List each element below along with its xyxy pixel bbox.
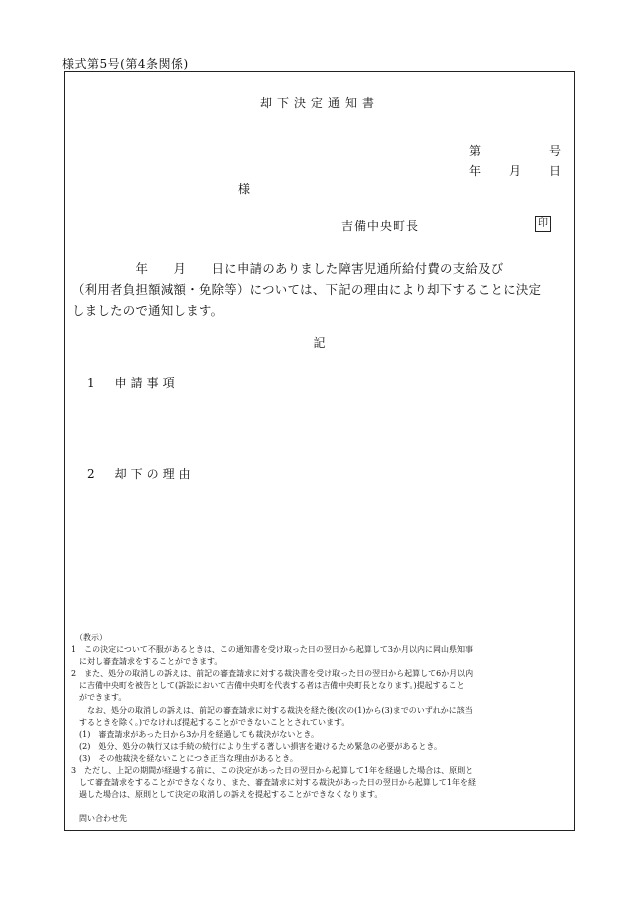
notice-line: に吉備中央町を被告として(訴訟において吉備中央町を代表する者は吉備中央町長となります。)提起すること	[71, 681, 465, 691]
seal-mark: 印	[535, 216, 551, 232]
notice-line: なお、処分の取消しの訴えは、前記の審査請求に対する裁決を経た後(次の(1)から(3)までのいずれかに該当	[71, 705, 473, 715]
contact-label: 問い合わせ先	[71, 814, 127, 824]
notice-line: に対し審査請求をすることができます。	[71, 657, 223, 667]
section-application-items: 1 申請事項	[87, 376, 179, 390]
document-title: 却下決定通知書	[259, 96, 379, 110]
number-prefix: 第	[469, 144, 482, 158]
issuer-name: 吉備中央町長	[341, 219, 420, 233]
form-label: 様式第5号(第4条関係)	[62, 57, 189, 71]
notice-line: (3) その他裁決を経ないことにつき正当な理由があるとき。	[71, 753, 298, 763]
date-day: 日	[549, 164, 562, 178]
notice-line: (1) 審査請求があった日から3か月を経過しても裁決がないとき。	[71, 729, 320, 739]
body-line: （利用者負担額減額・免除等）については、下記の理由により却下することに決定	[72, 282, 542, 297]
notice-line: ができます。	[71, 693, 127, 703]
appeal-notice	[71, 632, 571, 826]
recipient-suffix: 様	[238, 182, 251, 196]
notice-line: （教示）	[71, 633, 107, 642]
date-year: 年	[469, 164, 482, 178]
ki-heading: 記	[313, 336, 326, 350]
body-line: 年 月 日に申請のありました障害児通所給付費の支給及び	[72, 261, 504, 276]
notice-line: して審査請求をすることができなくなり、また、審査請求に対する裁決があった日の翌日から起算して1年を経	[71, 778, 477, 788]
notice-line: 1 この決定について不服があるときは、この通知書を受け取った日の翌日から起算して3か月以内に岡山県知事	[71, 645, 474, 655]
notice-line: するときを除く。)でなければ提起することができないこととされています。	[71, 717, 350, 727]
document-frame	[64, 71, 575, 831]
body-line: しましたので通知します。	[72, 303, 224, 318]
notice-line: (2) 処分、処分の執行又は手続の続行により生ずる著しい損害を避けるため緊急の必要があるとき。	[71, 741, 443, 751]
date-month: 月	[509, 164, 522, 178]
number-suffix: 号	[549, 144, 562, 158]
notice-line: 2 また、処分の取消しの訴えは、前記の審査請求に対する裁決書を受け取った日の翌日から起算して6か月以内	[71, 669, 474, 679]
notice-line: 3 ただし、上記の期間が経過する前に、この決定があった日の翌日から起算して1年を経過した場合は、原則と	[71, 766, 474, 776]
notice-line: 過した場合は、原則として決定の取消しの訴えを提起することができなくなります。	[71, 790, 383, 800]
notification-body	[72, 258, 567, 321]
section-rejection-reason: 2 却下の理由	[87, 467, 195, 481]
notice-line	[71, 801, 571, 813]
